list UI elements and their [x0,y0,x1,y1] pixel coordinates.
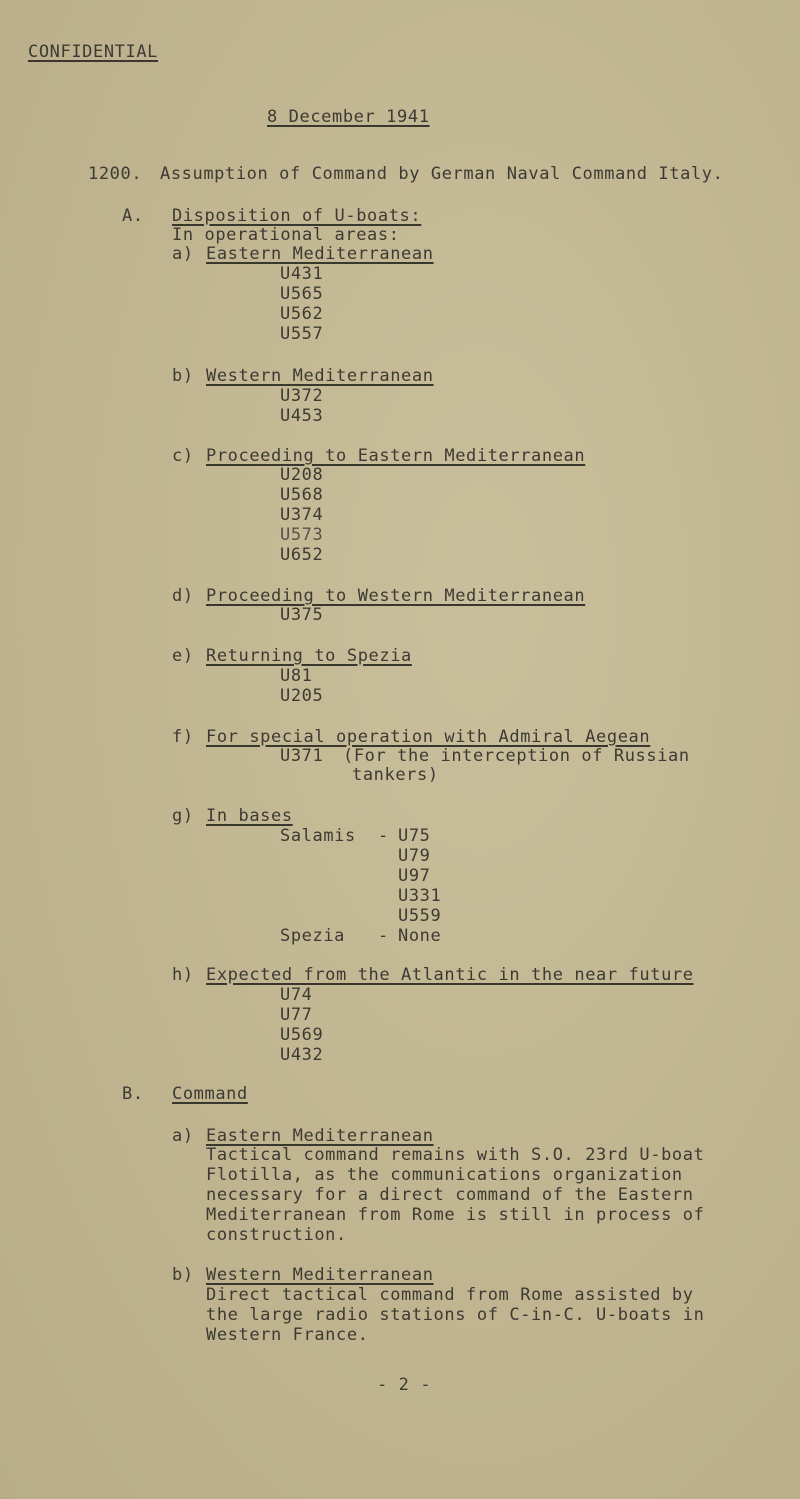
boat-id: U573 [280,525,324,545]
group-letter: b) [172,366,194,386]
entry-title: Assumption of Command by German Naval Command Italy. [160,164,724,184]
paragraph-line: Flotilla, as the communications organization [206,1165,683,1185]
boat-id: U208 [280,465,324,485]
section-a-title: Disposition of U-boats: [172,206,422,226]
section-a-label: A. [122,206,144,226]
group-title: Eastern Mediterranean [206,244,434,264]
boat-id: U97 [398,866,431,886]
boat-id: U652 [280,545,324,565]
entry-time: 1200. [88,164,143,184]
boat-id: U331 [398,886,442,906]
group-title: Expected from the Atlantic in the near future [206,965,694,985]
document-date: 8 December 1941 [267,107,430,127]
boat-id: None [398,926,442,946]
boat-id: U79 [398,846,431,866]
group-letter: d) [172,586,194,606]
group-letter: e) [172,646,194,666]
boat-note: (For the interception of Russian [343,746,690,766]
paragraph-line: Western France. [206,1325,369,1345]
paragraph-line: the large radio stations of C-in-C. U-boats in [206,1305,705,1325]
classification-marking: CONFIDENTIAL [28,42,159,62]
group-title: Returning to Spezia [206,646,412,666]
paragraph-line: construction. [206,1225,347,1245]
base-name: Salamis [280,826,356,846]
group-title: For special operation with Admiral Aegean [206,727,651,747]
group-letter: h) [172,965,194,985]
base-dash: - [378,926,389,946]
group-letter: f) [172,727,194,747]
group-letter: c) [172,446,194,466]
paragraph-line: necessary for a direct command of the Eastern [206,1185,694,1205]
section-b-title: Command [172,1084,248,1104]
paragraph-line: Mediterranean from Rome is still in process of [206,1205,705,1225]
paragraph-line: Tactical command remains with S.O. 23rd U-boat [206,1145,705,1165]
boat-id: U372 [280,386,324,406]
group-letter: a) [172,244,194,264]
section-b-label: B. [122,1084,144,1104]
boat-note: tankers) [352,765,439,785]
boat-id: U205 [280,686,324,706]
group-title: In bases [206,806,293,826]
boat-id: U568 [280,485,324,505]
boat-id: U432 [280,1045,324,1065]
boat-id: U81 [280,666,313,686]
group-title: Proceeding to Western Mediterranean [206,586,586,606]
section-a-subtitle: In operational areas: [172,225,400,245]
boat-id: U559 [398,906,442,926]
base-dash: - [378,826,389,846]
boat-id: U453 [280,406,324,426]
boat-id: U562 [280,304,324,324]
boat-id: U77 [280,1005,313,1025]
paragraph-line: Direct tactical command from Rome assisted by [206,1285,694,1305]
group-title: Proceeding to Eastern Mediterranean [206,446,586,466]
boat-id: U565 [280,284,324,304]
item-title: Eastern Mediterranean [206,1126,434,1146]
boat-id: U569 [280,1025,324,1045]
group-letter: g) [172,806,194,826]
page-number: - 2 - [377,1375,432,1395]
boat-id: U371 [280,746,324,766]
boat-id: U375 [280,605,324,625]
boat-id: U431 [280,264,324,284]
item-title: Western Mediterranean [206,1265,434,1285]
boat-id: U374 [280,505,324,525]
group-title: Western Mediterranean [206,366,434,386]
item-letter: b) [172,1265,194,1285]
boat-id: U75 [398,826,431,846]
base-name: Spezia [280,926,346,946]
boat-id: U74 [280,985,313,1005]
boat-id: U557 [280,324,324,344]
item-letter: a) [172,1126,194,1146]
